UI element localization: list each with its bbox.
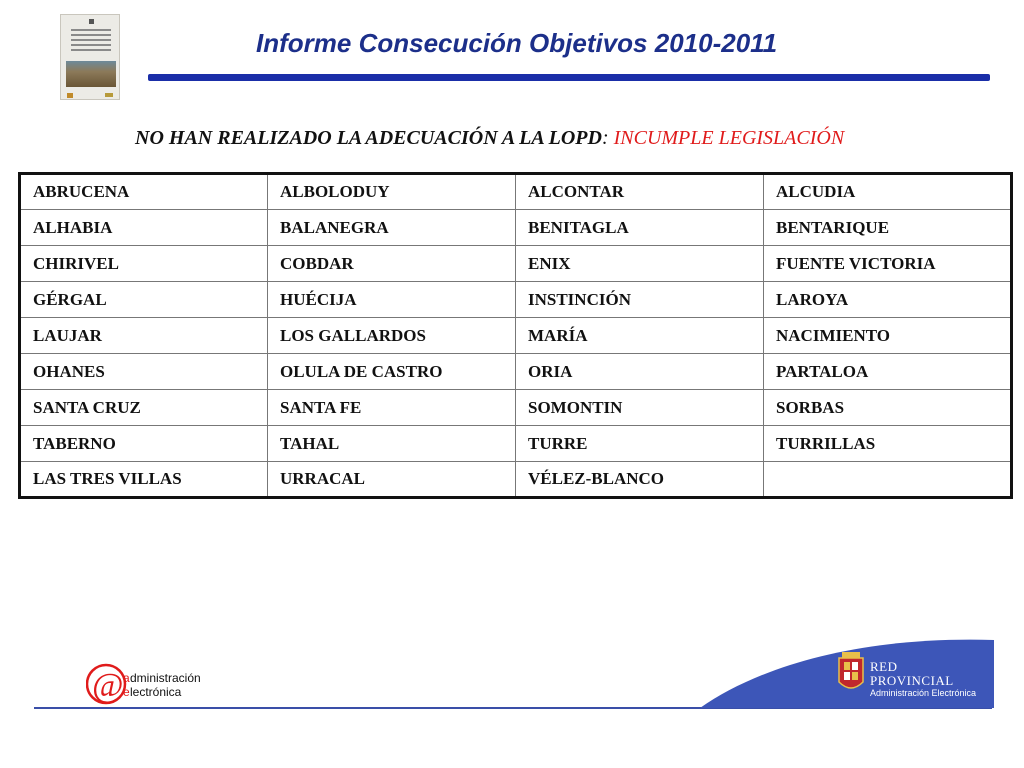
table-row: [20, 354, 1012, 390]
table-row: [20, 246, 1012, 282]
table-cell: VÉLEZ-BLANCO: [516, 462, 764, 498]
administracion-electronica-logo: [86, 662, 236, 706]
table-cell: OHANES: [20, 354, 268, 390]
subtitle-separator: :: [601, 127, 609, 149]
provincial-shield-icon: [838, 652, 864, 694]
svg-text:@: @: [92, 667, 124, 704]
red-provincial-logo: [870, 660, 976, 698]
table-cell: TAHAL: [268, 426, 516, 462]
table-cell: LAUJAR: [20, 318, 268, 354]
section-subtitle: [135, 127, 844, 150]
table-cell: GÉRGAL: [20, 282, 268, 318]
table-cell: HUÉCIJA: [268, 282, 516, 318]
table-row: [20, 174, 1012, 210]
svg-text:a: a: [123, 671, 130, 685]
red-provincial-line1: RED: [870, 659, 898, 674]
table-cell: TABERNO: [20, 426, 268, 462]
table-cell: SOMONTIN: [516, 390, 764, 426]
table-row: [20, 426, 1012, 462]
table-cell: LAROYA: [764, 282, 1012, 318]
table-cell: COBDAR: [268, 246, 516, 282]
municipalities-table: [18, 172, 1013, 499]
table-cell: ALCUDIA: [764, 174, 1012, 210]
subtitle-warning: INCUMPLE LEGISLACIÓN: [613, 127, 845, 149]
table-cell: ORIA: [516, 354, 764, 390]
report-cover-thumbnail: [60, 14, 120, 100]
subtitle-main: NO HAN REALIZADO LA ADECUACIÓN A LA LOPD: [135, 127, 602, 149]
table-cell: CHIRIVEL: [20, 246, 268, 282]
table-cell: LOS GALLARDOS: [268, 318, 516, 354]
table-cell: ALHABIA: [20, 210, 268, 246]
table-cell: ABRUCENA: [20, 174, 268, 210]
table-cell: OLULA DE CASTRO: [268, 354, 516, 390]
table-cell: LAS TRES VILLAS: [20, 462, 268, 498]
table-cell: [764, 462, 1012, 498]
table-cell: TURRILLAS: [764, 426, 1012, 462]
logo-text-line2: lectrónica: [130, 685, 182, 699]
logo-text-line1: dministración: [130, 671, 201, 685]
table-row: [20, 210, 1012, 246]
table-cell: BENTARIQUE: [764, 210, 1012, 246]
table-cell: NACIMIENTO: [764, 318, 1012, 354]
table-cell: BALANEGRA: [268, 210, 516, 246]
table-cell: PARTALOA: [764, 354, 1012, 390]
table-row: [20, 282, 1012, 318]
table-row: [20, 318, 1012, 354]
table-cell: ENIX: [516, 246, 764, 282]
page-title: Informe Consecución Objetivos 2010-2011: [256, 28, 778, 58]
red-provincial-line3: Administración Electrónica: [870, 688, 977, 698]
table-cell: SANTA CRUZ: [20, 390, 268, 426]
table-cell: URRACAL: [268, 462, 516, 498]
table-cell: MARÍA: [516, 318, 764, 354]
table-cell: SANTA FE: [268, 390, 516, 426]
table-cell: TURRE: [516, 426, 764, 462]
table-cell: FUENTE VICTORIA: [764, 246, 1012, 282]
table-row: [20, 462, 1012, 498]
title-underline-bar: [148, 74, 990, 81]
table-cell: ALBOLODUY: [268, 174, 516, 210]
table-row: [20, 390, 1012, 426]
table-cell: SORBAS: [764, 390, 1012, 426]
table-cell: BENITAGLA: [516, 210, 764, 246]
svg-text:e: e: [123, 685, 130, 699]
table-cell: ALCONTAR: [516, 174, 764, 210]
table-cell: INSTINCIÓN: [516, 282, 764, 318]
red-provincial-line2: PROVINCIAL: [870, 673, 954, 688]
